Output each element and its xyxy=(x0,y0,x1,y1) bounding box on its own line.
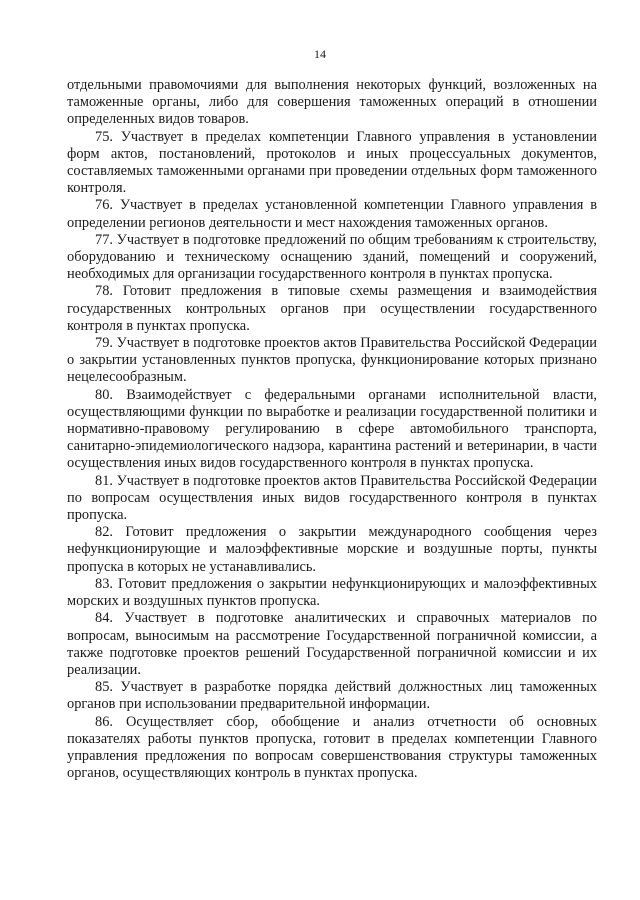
paragraph-81: 81. Участвует в подготовке проектов актов Правительства Российской Федерации по вопросам осуществления иных видов государственного контроля в пунктах пропуска. xyxy=(67,472,597,524)
paragraph-75: 75. Участвует в пределах компетенции Главного управления в установлении форм актов, постановлений, протоколов и иных процессуальных документов, составляемых таможенными органами при проведении отдельных форм таможенного контроля. xyxy=(67,128,597,197)
paragraph-83: 83. Готовит предложения о закрытии нефункционирующих и малоэффективных морских и воздушных пунктов пропуска. xyxy=(67,575,597,610)
paragraph-82: 82. Готовит предложения о закрытии международного сообщения через нефункционирующие и малоэффективные морские и воздушные порты, пункты пропуска в которых не устанавливались. xyxy=(67,524,597,575)
paragraph-79: 79. Участвует в подготовке проектов актов Правительства Российской Федерации о закрытии установленных пунктов пропуска, функционирование которых признано нецелесообразным. xyxy=(67,335,597,386)
paragraph-80: 80. Взаимодействует с федеральными органами исполнительной власти, осуществляющими функции по выработке и реализации государственной политики и нормативно-правовому регулированию в сфере автомобильного транспорта, санитарно-эпидемиологического надзора, карантина растений и ветеринарии, в части осуществления иных видов государственного контроля в пунктах пропуска. xyxy=(67,386,597,472)
page-number: 14 xyxy=(314,47,326,61)
paragraph-86: 86. Осуществляет сбор, обобщение и анализ отчетности об основных показателях работы пунктов пропуска, готовит в пределах компетенции Главного управления предложения по вопросам совершенствования структуры таможенных органов, осуществляющих контроль в пунктах пропуска. xyxy=(67,713,597,782)
paragraph-continuation: отдельными правомочиями для выполнения некоторых функций, возложенных на таможенные органы, либо для совершения таможенных операций в отношении определенных видов товаров. xyxy=(67,77,597,128)
paragraph-77: 77. Участвует в подготовке предложений по общим требованиям к строительству, оборудованию и техническому оснащению зданий, помещений и сооружений, необходимых для организации государственного контроля в пунктах пропуска. xyxy=(67,231,597,283)
paragraph-84: 84. Участвует в подготовке аналитических и справочных материалов по вопросам, выносимым на рассмотрение Государственной пограничной комиссии, а также подготовке проектов решений Государственной пограничной комиссии и их реализации. xyxy=(67,610,597,678)
paragraph-78: 78. Готовит предложения в типовые схемы размещения и взаимодействия государственных контрольных органов при осуществлении государственного контроля в пунктах пропуска. xyxy=(67,283,597,334)
document-body xyxy=(67,77,597,782)
paragraph-76: 76. Участвует в пределах установленной компетенции Главного управления в определении регионов деятельности и мест нахождения таможенных органов. xyxy=(67,197,597,231)
paragraph-85: 85. Участвует в разработке порядка действий должностных лиц таможенных органов при использовании предварительной информации. xyxy=(67,679,597,713)
